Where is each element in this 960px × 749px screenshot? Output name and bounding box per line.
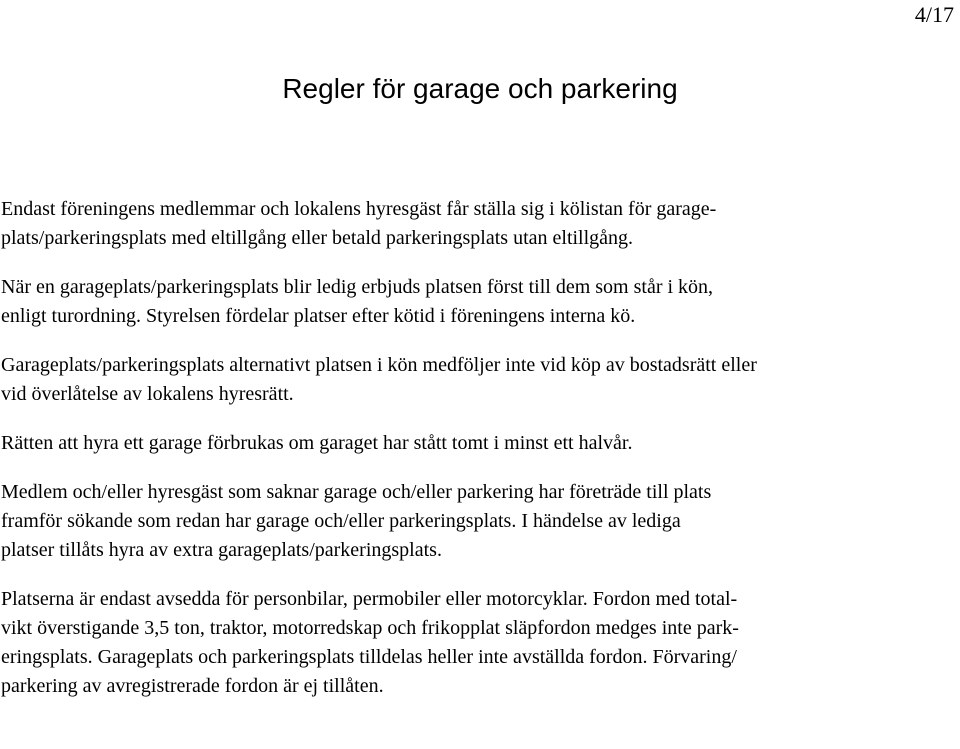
paragraph-line: plats/parkeringsplats med eltillgång eller betald parkeringsplats utan eltillgång. bbox=[1, 227, 634, 249]
paragraph-queue-eligibility bbox=[1, 195, 956, 253]
document-body bbox=[1, 195, 956, 721]
paragraph-allocation-order bbox=[1, 273, 956, 331]
paragraph-vehicle-types bbox=[1, 585, 956, 701]
paragraph-line: vikt överstigande 3,5 ton, traktor, motorredskap och frikopplat släpfordon medges inte park- bbox=[1, 617, 739, 639]
page-number: 4/17 bbox=[914, 2, 954, 27]
page-title-text: Regler för garage och parkering bbox=[282, 73, 678, 104]
paragraph-priority bbox=[1, 478, 956, 565]
paragraph-line: Garageplats/parkeringsplats alternativt platsen i kön medföljer inte vid köp av bostadsrätt eller bbox=[1, 354, 757, 376]
paragraph-line: eringsplats. Garageplats och parkeringsplats tilldelas heller inte avställda fordon. Förvaring/ bbox=[1, 646, 737, 668]
paragraph-line: Platserna är endast avsedda för personbilar, permobiler eller motorcyklar. Fordon med total- bbox=[1, 588, 738, 610]
paragraph-forfeit-right bbox=[1, 429, 956, 458]
paragraph-not-transferable bbox=[1, 351, 956, 409]
paragraph-line: parkering av avregistrerade fordon är ej tillåten. bbox=[1, 675, 384, 697]
paragraph-line: enligt turordning. Styrelsen fördelar platser efter kötid i föreningens interna kö. bbox=[1, 305, 636, 327]
paragraph-line: framför sökande som redan har garage och/eller parkeringsplats. I händelse av lediga bbox=[1, 510, 681, 532]
page-title bbox=[0, 72, 960, 106]
paragraph-line: vid överlåtelse av lokalens hyresrätt. bbox=[1, 383, 294, 405]
paragraph-line: platser tillåts hyra av extra garageplats/parkeringsplats. bbox=[1, 539, 442, 561]
paragraph-line: Endast föreningens medlemmar och lokalens hyresgäst får ställa sig i kölistan för garage- bbox=[1, 198, 717, 220]
paragraph-line: Medlem och/eller hyresgäst som saknar garage och/eller parkering har företräde till plats bbox=[1, 481, 712, 503]
paragraph-line: Rätten att hyra ett garage förbrukas om garaget har stått tomt i minst ett halvår. bbox=[1, 432, 633, 454]
paragraph-line: När en garageplats/parkeringsplats blir ledig erbjuds platsen först till dem som står i kön, bbox=[1, 276, 714, 298]
